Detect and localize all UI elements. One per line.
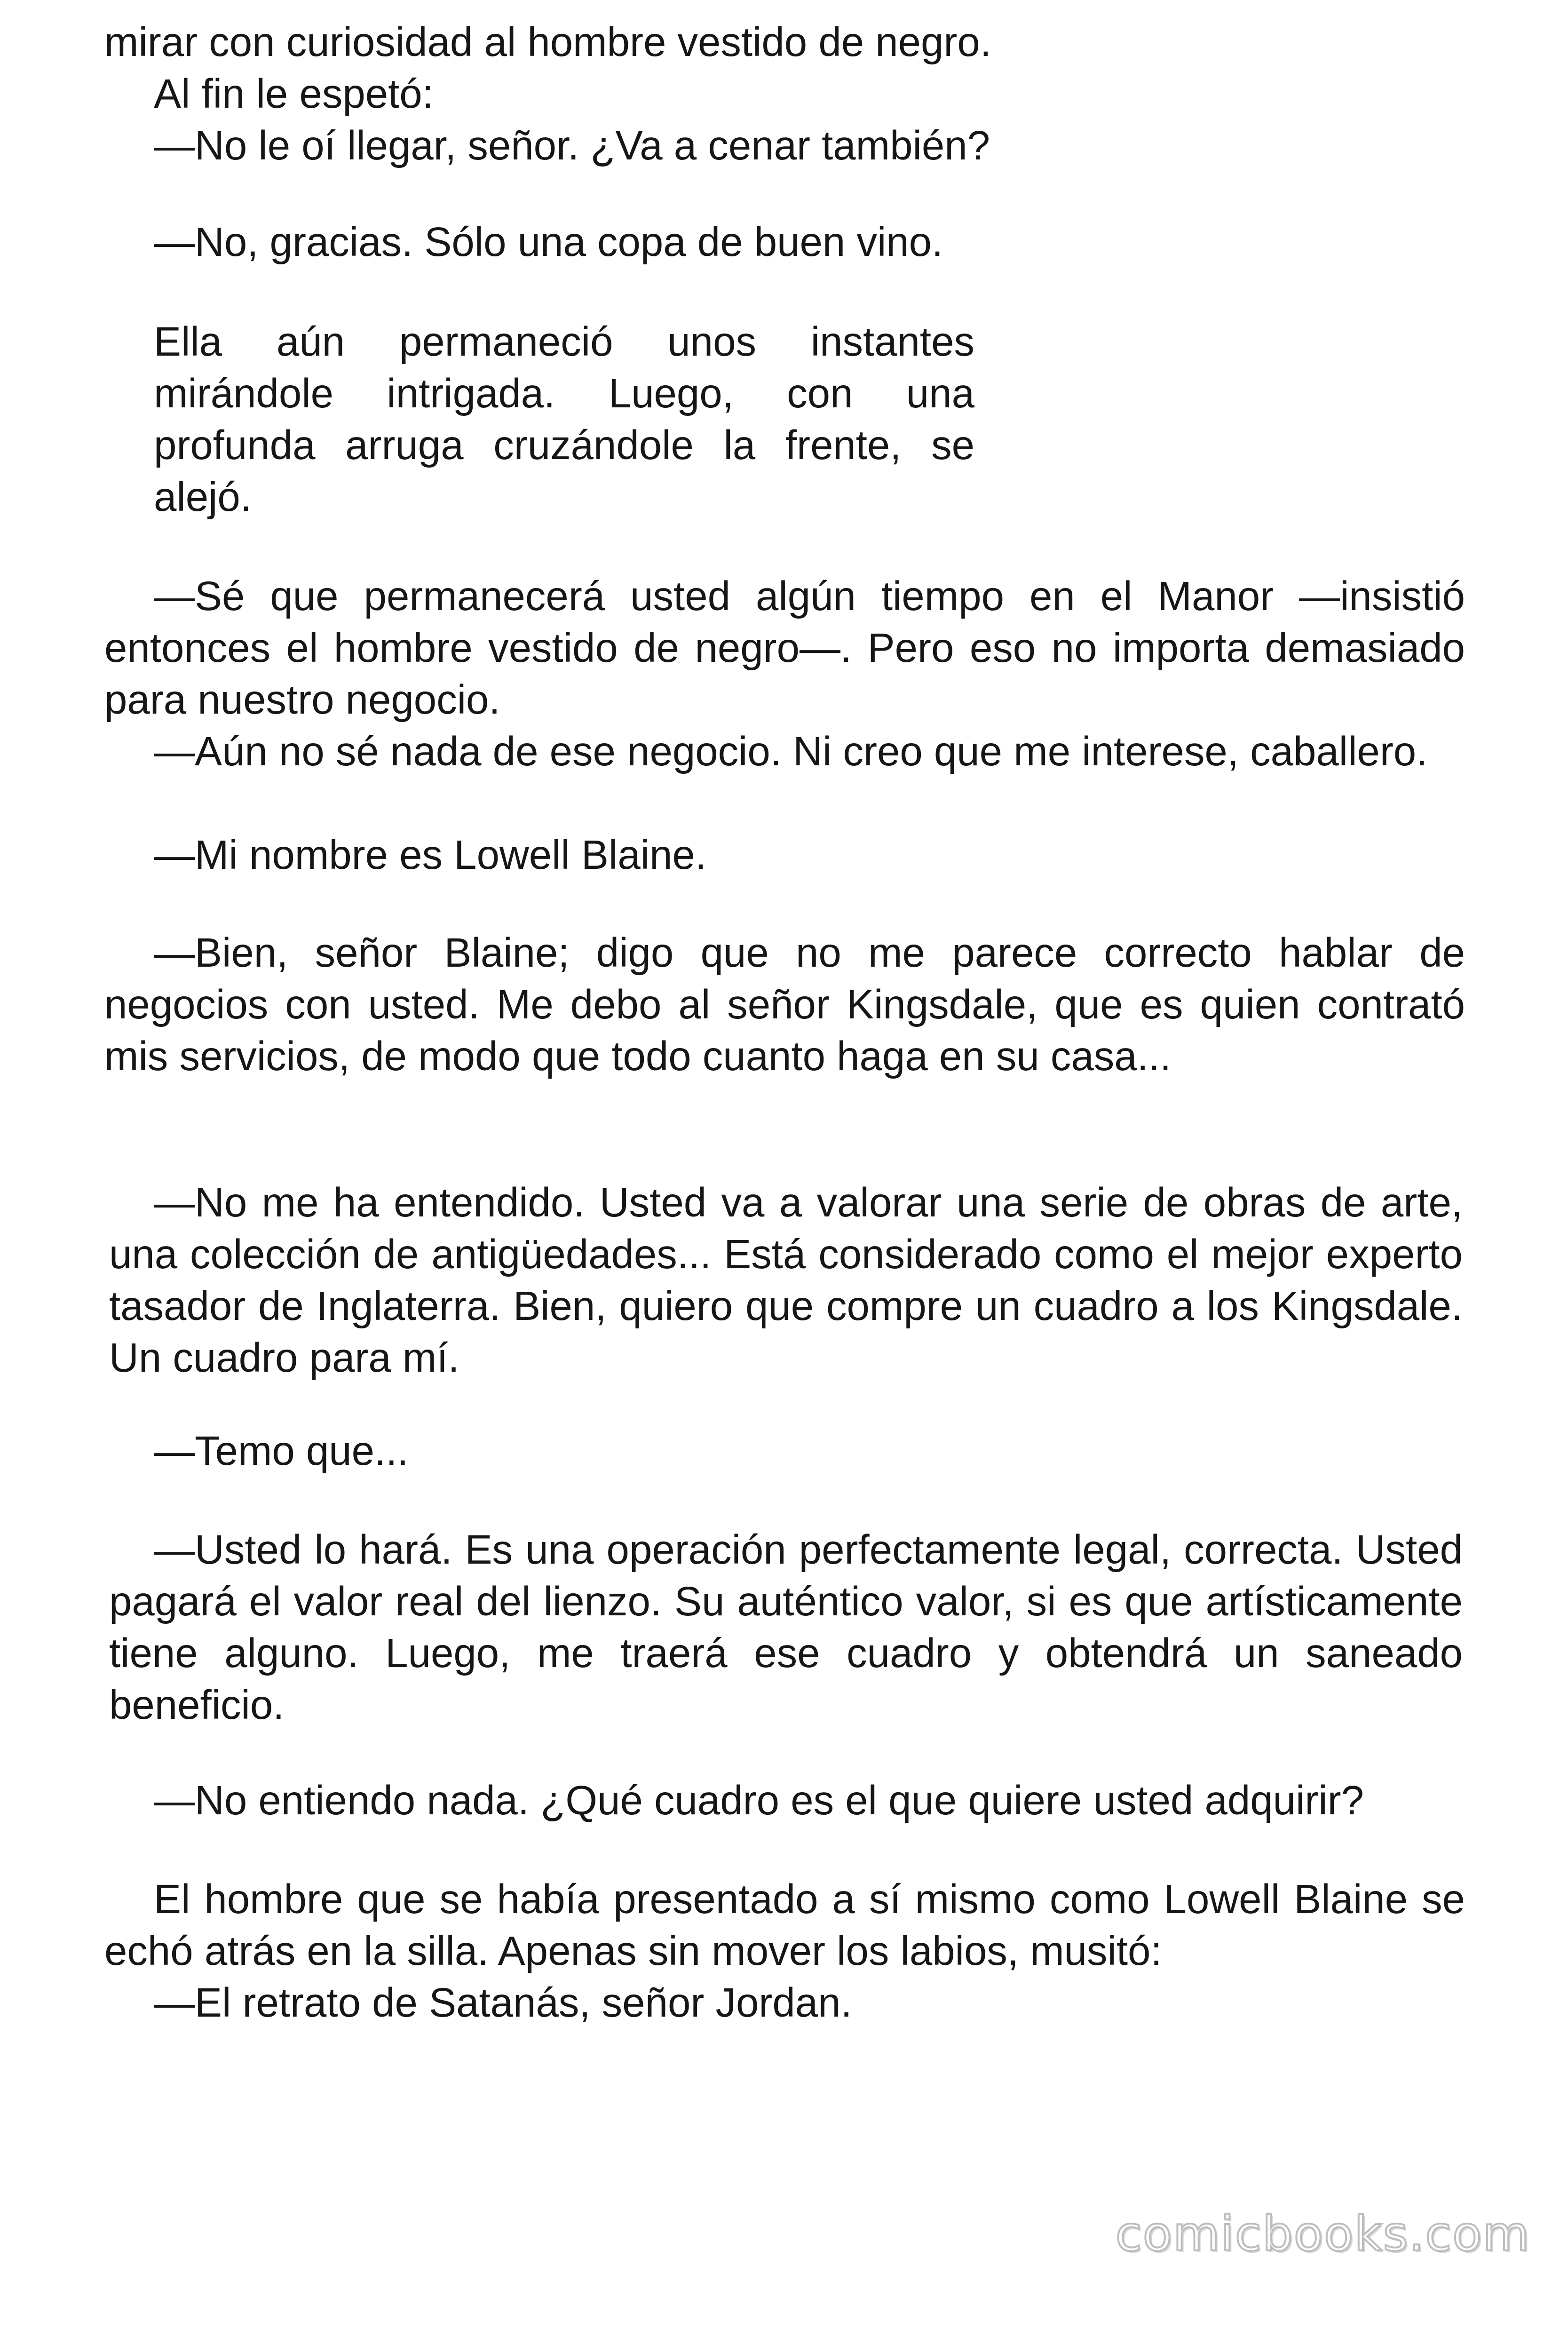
paragraph-1: mirar con curiosidad al hombre vestido de negro. <box>104 19 991 65</box>
paragraph-12: —Usted lo hará. Es una operación perfectamente legal, correcta. Usted pagará el valor real del lienzo. Su auténtico valor, si es que artísticamente tiene alguno. Luego, me traerá ese cuadro y obtendrá un saneado beneficio. <box>109 1527 1463 1728</box>
paragraph-3: —No le oí llegar, señor. ¿Va a cenar también? <box>154 123 990 168</box>
paragraph-11: —Temo que... <box>154 1428 409 1474</box>
paragraph-14: El hombre que se había presentado a sí mismo como Lowell Blaine se echó atrás en la silla. Apenas sin mover los labios, musitó: <box>104 1876 1465 1974</box>
paragraph-13: —No entiendo nada. ¿Qué cuadro es el que quiere usted adquirir? <box>154 1778 1364 1823</box>
paragraph-2: Al fin le espetó: <box>154 71 434 117</box>
paragraph-9: —Bien, señor Blaine; digo que no me parece correcto hablar de negocios con usted. Me debo al señor Kingsdale, que es quien contrató mis servicios, de modo que todo cuanto haga en su casa... <box>104 930 1465 1079</box>
paragraph-6: —Sé que permanecerá usted algún tiempo en el Manor —insistió entonces el hombre vestido de negro—. Pero eso no importa demasiado para nuestro negocio. <box>104 573 1465 723</box>
paragraph-5: Ella aún permaneció unos instantes mirándole intrigada. Luego, con una profunda arruga cruzándole la frente, se alejó. <box>154 319 974 520</box>
paragraph-4: —No, gracias. Sólo una copa de buen vino. <box>154 219 943 265</box>
paragraph-10: —No me ha entendido. Usted va a valorar una serie de obras de arte, una colección de antigüedades... Está considerado como el mejor experto tasador de Inglaterra. Bien, quiero que compre un cuadro a los Kingsdale. Un cuadro para mí. <box>109 1180 1463 1381</box>
watermark-logo: comicbooks.com <box>1115 2206 1530 2262</box>
paragraph-8: —Mi nombre es Lowell Blaine. <box>154 832 707 878</box>
paragraph-15: —El retrato de Satanás, señor Jordan. <box>154 1980 852 2026</box>
paragraph-7: —Aún no sé nada de ese negocio. Ni creo que me interese, caballero. <box>154 729 1428 774</box>
